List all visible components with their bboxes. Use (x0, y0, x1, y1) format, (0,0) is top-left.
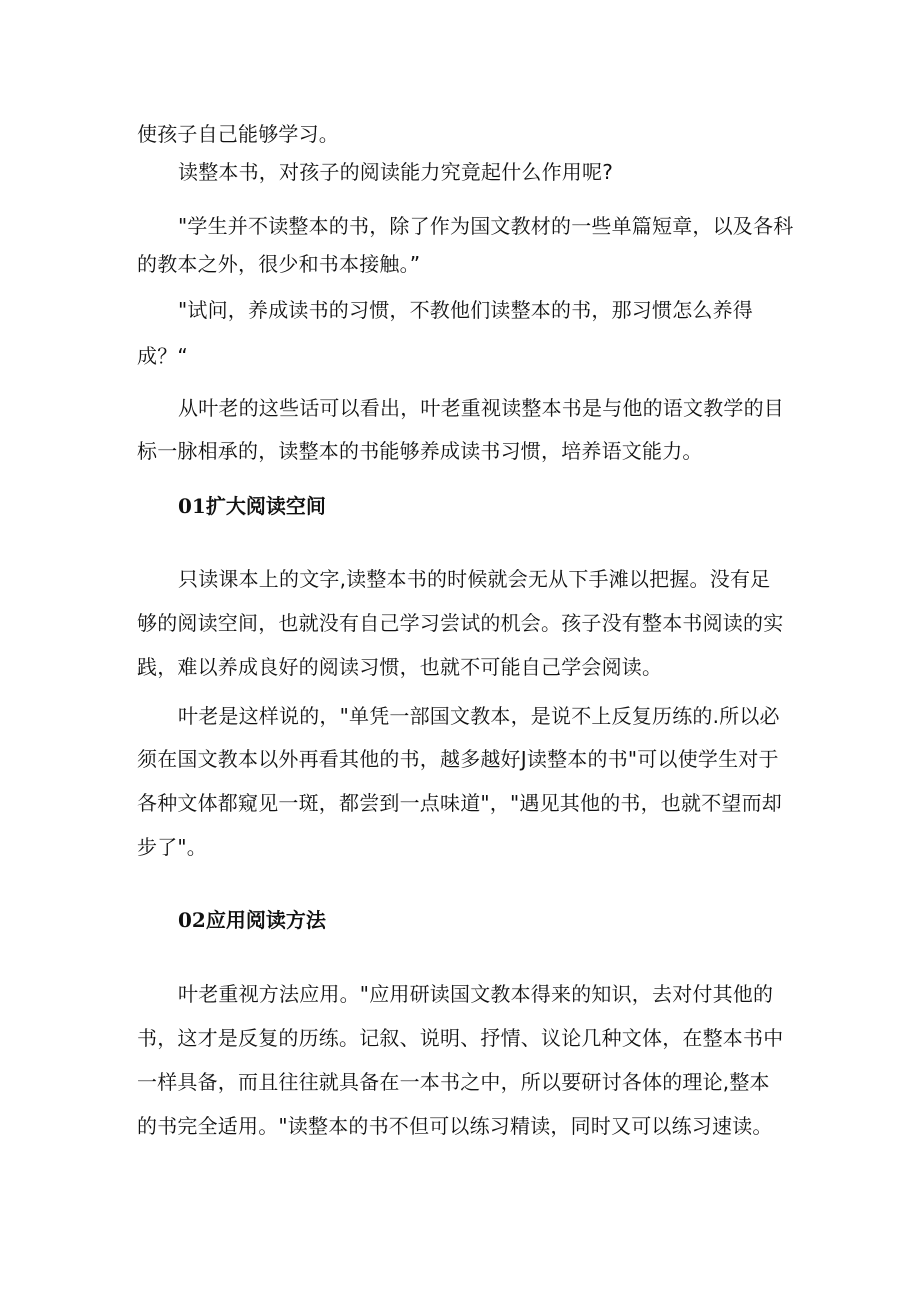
paragraph-line: 成？“ (137, 344, 188, 368)
section-number: 01 (178, 494, 206, 518)
section-number: 02 (178, 908, 206, 932)
paragraph-line: 叶老是这样说的，"单凭一部国文教本，是说不上反复历练的.所以必 (178, 704, 780, 728)
paragraph-line: 书，这才是反复的历练。记叙、说明、抒情、议论几种文体，在整本书中 (137, 1026, 784, 1050)
paragraph-line: 践，难以养成良好的阅读习惯，也就不可能自己学会阅读。 (137, 655, 663, 679)
paragraph-line: 读整本书，对孩子的阅读能力究竟起什么作用呢? (178, 160, 614, 184)
paragraph-line: 的书完全适用。"读整本的书不但可以练习精读，同时又可以练习速读。 (137, 1114, 773, 1138)
paragraph-line: 一样具备，而且往往就具备在一本书之中，所以要研讨各体的理论,整本 (137, 1070, 770, 1094)
paragraph-line: 标一脉相承的，读整本的书能够养成读书习惯，培养语文能力。 (137, 439, 703, 463)
paragraph-line: 够的阅读空间，也就没有自己学习尝试的机会。孩子没有整本书阅读的实 (137, 611, 784, 635)
paragraph-line: 步了"。 (137, 835, 207, 859)
section-title: 扩大阅读空间 (205, 494, 326, 518)
paragraph-line: 的教本之外，很少和书本接触。” (137, 252, 421, 276)
section-heading-02 (178, 906, 326, 934)
paragraph-line: 叶老重视方法应用。"应用研读国文教本得来的知识，去对付其他的 (178, 982, 774, 1006)
section-title: 应用阅读方法 (205, 908, 326, 932)
section-heading-01 (178, 492, 326, 520)
paragraph-line: 从叶老的这些话可以看出，叶老重视读整本书是与他的语文教学的目 (178, 396, 784, 420)
paragraph-line: "试问，养成读书的习惯，不教他们读整本的书，那习惯怎么养得 (178, 298, 753, 322)
paragraph-line: "学生并不读整本的书，除了作为国文教材的一些单篇短章，以及各科 (178, 214, 794, 238)
paragraph-line: 使孩子自己能够学习。 (137, 122, 339, 146)
paragraph-line: 各种文体都窥见一斑，都尝到一点味道"，"遇见其他的书，也就不望而却 (137, 791, 782, 815)
paragraph-line: 须在国文教本以外再看其他的书，越多越好J读整本的书"可以使学生对于 (137, 747, 779, 771)
paragraph-line: 只读课本上的文字,读整本书的时候就会无从下手滩以把握。没有足 (178, 567, 771, 591)
